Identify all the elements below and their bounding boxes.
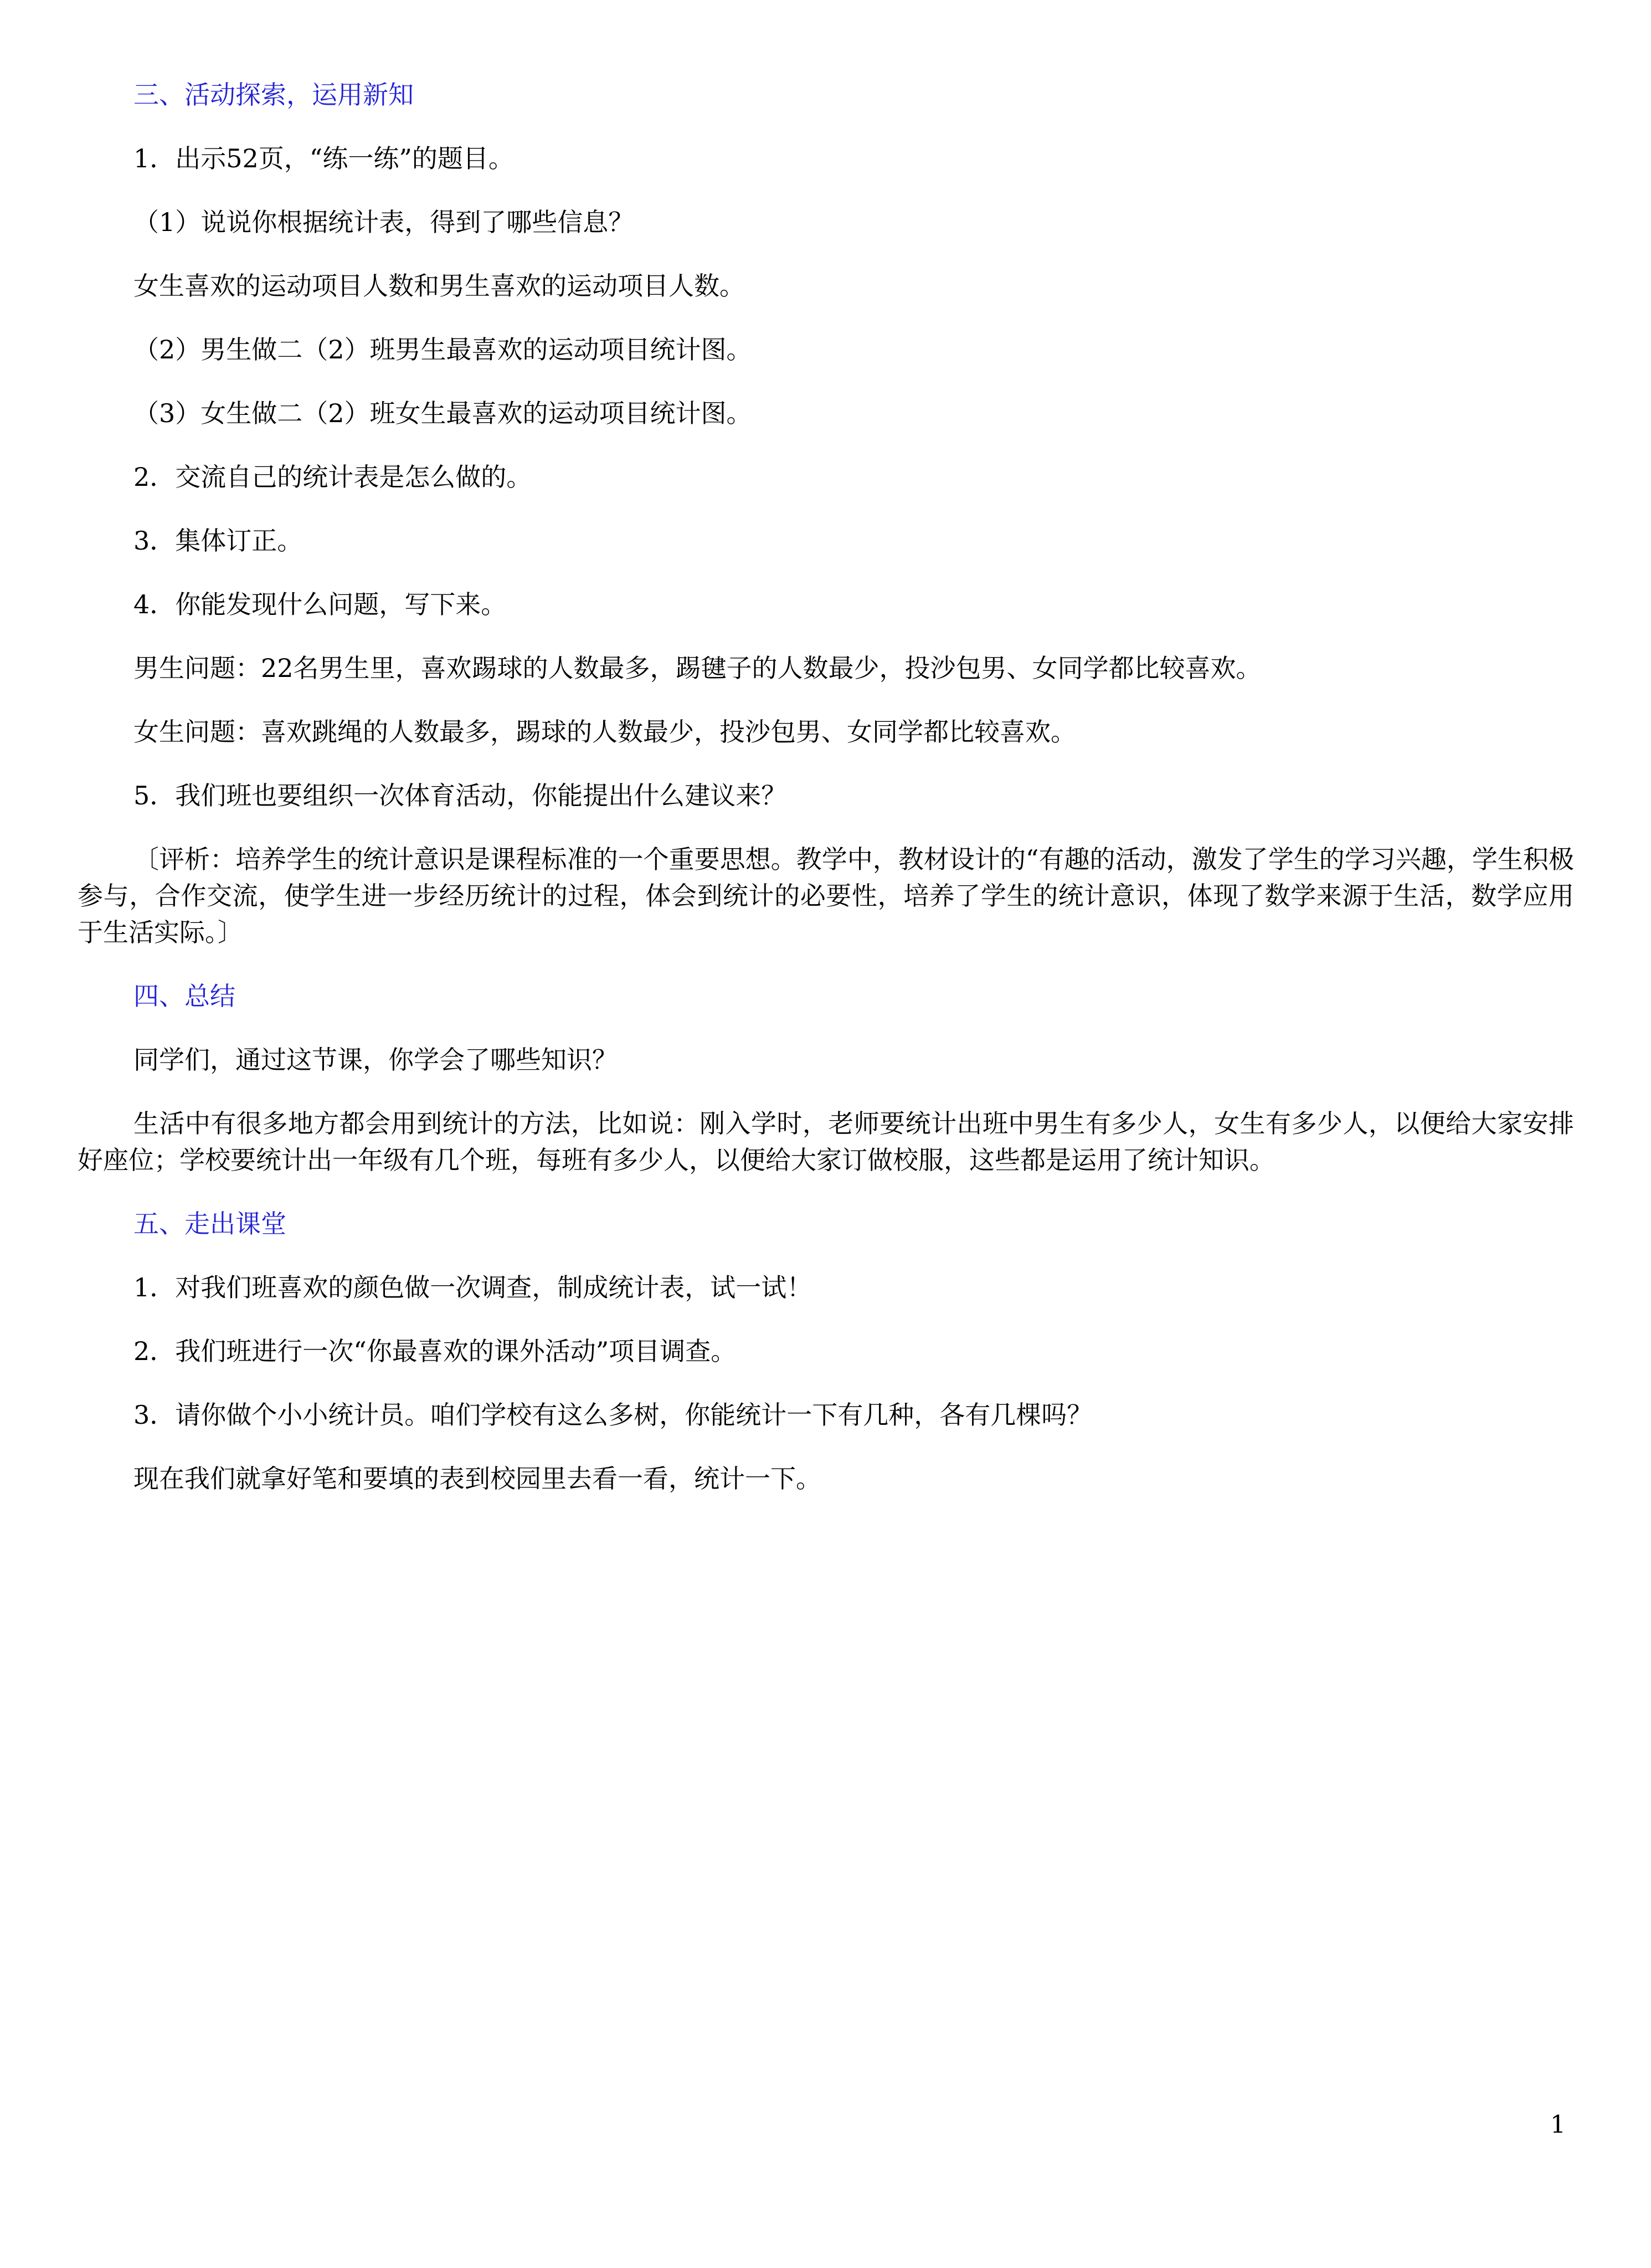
paragraph: 女生喜欢的运动项目人数和男生喜欢的运动项目人数。 (133, 271, 745, 301)
section-heading-outside-class: 五、走出课堂 (133, 1209, 286, 1239)
page-number: 1 (1550, 2111, 1566, 2139)
paragraph: 5．我们班也要组织一次体育活动，你能提出什么建议来？ (133, 781, 787, 810)
paragraph: 1．出示52页，“练一练”的题目。 (133, 143, 514, 173)
paragraph: 同学们，通过这节课，你学会了哪些知识？ (133, 1045, 618, 1075)
paragraph: 4．你能发现什么问题，写下来。 (133, 589, 507, 619)
section-heading-summary: 四、总结 (133, 981, 235, 1011)
paragraph: 女生问题：喜欢跳绳的人数最多，踢球的人数最少，投沙包男、女同学都比较喜欢。 (133, 717, 1076, 747)
paragraph: 1．对我们班喜欢的颜色做一次调查，制成统计表，试一试！ (133, 1272, 812, 1302)
paragraph: 2．交流自己的统计表是怎么做的。 (133, 462, 532, 492)
commentary-paragraph: 〔评析：培养学生的统计意识是课程标准的一个重要思想。教学中，教材设计的“有趣的活动，激发了学生的学习兴趣，学生积极参与，合作交流，使学生进一步经历统计的过程，体会到统计的必要性，培养了学生的统计意识，体现了数学来源于生活，数学应用于生活实际。〕 (78, 844, 1574, 947)
section-heading-activity: 三、活动探索，运用新知 (133, 80, 414, 110)
paragraph: 3．请你做个小小统计员。咱们学校有这么多树，你能统计一下有几种，各有几棵吗？ (133, 1400, 1093, 1430)
paragraph: 3．集体订正。 (133, 526, 303, 556)
paragraph: 男生问题：22名男生里，喜欢踢球的人数最多，踢毽子的人数最少，投沙包男、女同学都比较喜欢。 (133, 653, 1262, 683)
paragraph: （3）女生做二（2）班女生最喜欢的运动项目统计图。 (133, 398, 752, 428)
paragraph: 现在我们就拿好笔和要填的表到校园里去看一看，统计一下。 (133, 1464, 821, 1494)
paragraph: 生活中有很多地方都会用到统计的方法，比如说：刚入学时，老师要统计出班中男生有多少人，女生有多少人，以便给大家安排好座位；学校要统计出一年级有几个班，每班有多少人，以便给大家订做校服，这些都是运用了统计知识。 (78, 1109, 1574, 1175)
paragraph: 2．我们班进行一次“你最喜欢的课外活动”项目调查。 (133, 1336, 737, 1366)
paragraph: （1）说说你根据统计表，得到了哪些信息？ (133, 207, 634, 237)
paragraph: （2）男生做二（2）班男生最喜欢的运动项目统计图。 (133, 335, 752, 365)
document-body (78, 76, 1574, 1524)
